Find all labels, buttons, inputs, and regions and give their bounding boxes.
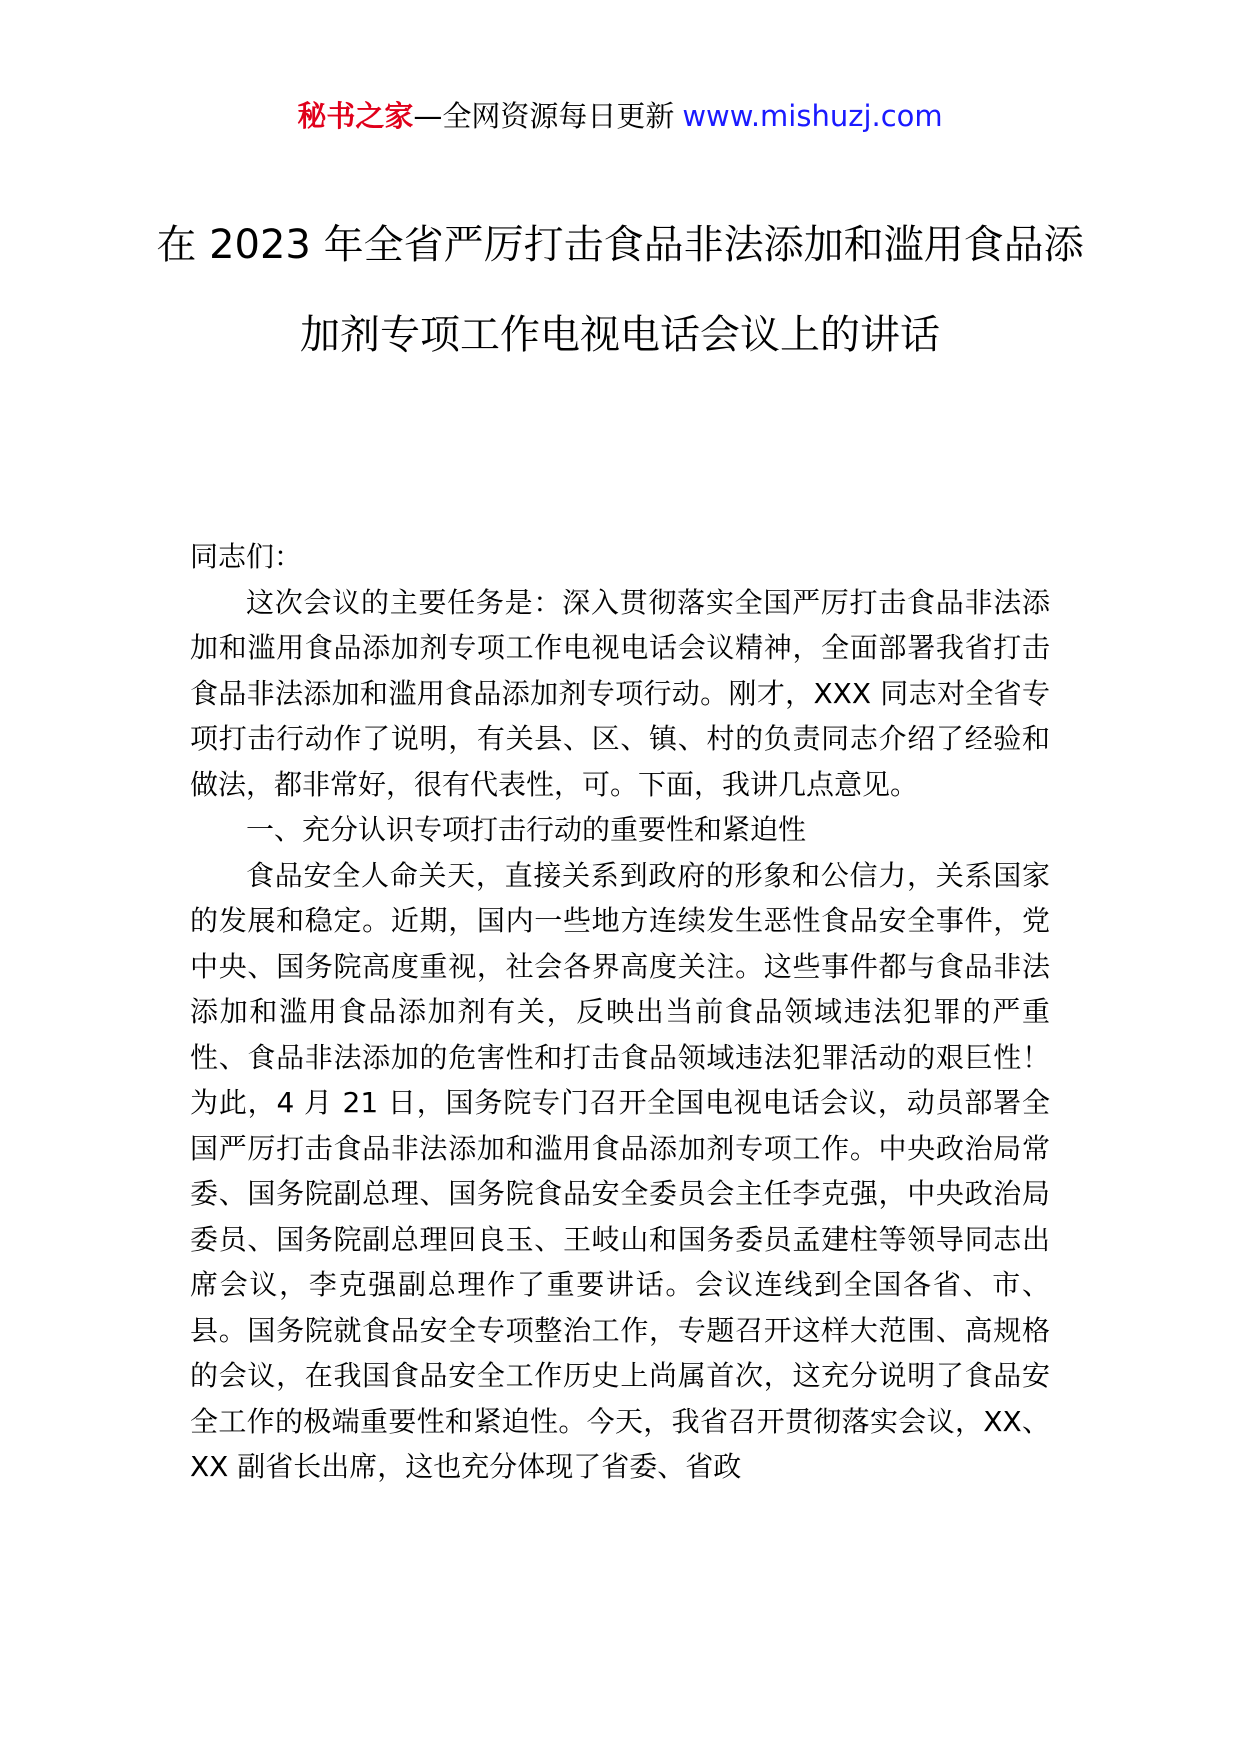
document-title: 在 2023 年全省严厉打击食品非法添加和滥用食品添加剂专项工作电视电话会议上的讲话 (156, 222, 1084, 358)
header-slogan: 全网资源每日更新 (442, 99, 675, 133)
paragraph-intro: 这次会议的主要任务是：深入贯彻落实全国严厉打击食品非法添加和滥用食品添加剂专项工作电视电话会议精神，全面部署我省打击食品非法添加和滥用食品添加剂专项行动。刚才，XXX 同志对全省专项打击行动作了说明，有关县、区、镇、村的负责同志介绍了经验和做法，都非常好，很有代表性，可。下面，我讲几点意见。 (190, 585, 1050, 801)
header-brand: 秘书之家 (297, 99, 414, 133)
paragraph-section-one: 食品安全人命关天，直接关系到政府的形象和公信力，关系国家的发展和稳定。近期，国内一些地方连续发生恶性食品安全事件，党中央、国务院高度重视，社会各界高度关注。这些事件都与食品非法添加和滥用食品添加剂有关，反映出当前食品领域违法犯罪的严重性、食品非法添加的危害性和打击食品领域违法犯罪活动的艰巨性！为此，4 月 21 日，国务院专门召开全国电视电话会议，动员部署全国严厉打击食品非法添加和滥用食品添加剂专项工作。中央政治局常委、国务院副总理、国务院食品安全委员会主任李克强，中央政治局委员、国务院副总理回良玉、王岐山和国务委员孟建柱等领导同志出席会议，李克强副总理作了重要讲话。会议连线到全国各省、市、县。国务院就食品安全专项整治工作，专题召开这样大范围、高规格的会议，在我国食品安全工作历史上尚属首次，这充分说明了食品安全工作的极端重要性和紧迫性。今天，我省召开贯彻落实会议，XX、XX 副省长出席，这也充分体现了省委、省政 (190, 858, 1050, 1483)
section-heading: 一、充分认识专项打击行动的重要性和紧迫性 (246, 813, 807, 846)
header-url[interactable]: www.mishuzj.com (682, 99, 943, 133)
header-dash: — (413, 99, 443, 133)
page-header (0, 96, 1240, 136)
document-body (190, 534, 1050, 1490)
salutation: 同志们： (190, 540, 303, 573)
